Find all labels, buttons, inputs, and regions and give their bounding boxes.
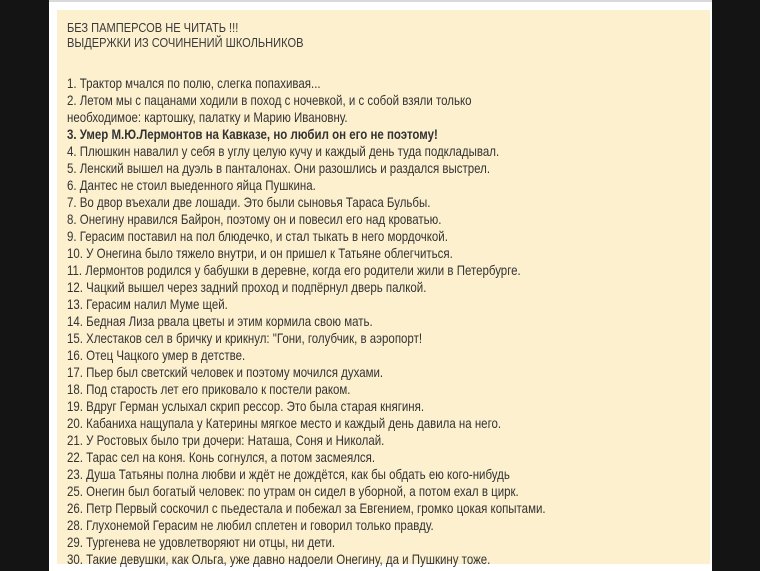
list-item: 5. Ленский вышел на дуэль в панталонах. Они разошлись и раздался выстрел. [67,161,491,176]
list-item: 7. Во двор въехали две лошади. Это были сыновья Тараса Бульбы. [67,195,431,210]
list-item: 3. Умер М.Ю.Лермонтов на Кавказе, но любил он его не поэтому! [67,127,438,142]
heading-line-1: БЕЗ ПАМПЕРСОВ НЕ ЧИТАТЬ !!! [67,20,239,35]
list-item: 9. Герасим поставил на пол блюдечко, и стал тыкать в него мордочкой. [67,229,448,244]
list-item: 30. Такие девушки, как Ольга, уже давно надоели Онегину, да и Пушкину тоже. [67,552,491,567]
list-item: 10. У Онегина было тяжело внутри, и он пришел к Татьяне облегчиться. [67,246,453,261]
list-item: 13. Герасим налил Муме щей. [67,297,228,312]
list-item: необходимое: картошку, палатку и Марию Ивановну. [67,110,348,125]
list-item: 17. Пьер был светский человек и поэтому мочился духами. [67,365,384,380]
list-item: 4. Плюшкин навалил у себя в углу целую кучу и каждый день туда подкладывал. [67,144,500,159]
list-item: 22. Тарас сел на коня. Конь согнулся, а потом засмеялся. [67,450,376,465]
list-item: 14. Бедная Лиза рвала цветы и этим кормила свою мать. [67,314,373,329]
list-item: 18. Под старость лет его приковало к постели раком. [67,382,351,397]
list-item: 6. Дантес не стоил выеденного яйца Пушкина. [67,178,316,193]
list-item: 21. У Ростовых было три дочери: Наташа, Соня и Николай. [67,433,385,448]
list-item: 20. Кабаниха нащупала у Катерины мягкое место и каждый день давила на него. [67,416,502,431]
list-item: 16. Отец Чацкого умер в детстве. [67,348,246,363]
list-item: 23. Душа Татьяны полна любви и ждёт не дождётся, как бы обдать ею кого-нибудь [67,467,510,482]
list-item: 2. Летом мы с пацанами ходили в поход с ночевкой, и с собой взяли только [67,93,472,108]
excerpt-list [67,75,610,568]
list-item: 25. Онегин был богатый человек: по утрам он сидел в уборной, а потом ехал в цирк. [67,484,519,499]
list-item: 12. Чацкий вышел через задний проход и подпёрнул дверь палкой. [67,280,427,295]
post-card [49,0,712,571]
heading [67,20,607,50]
list-item: 1. Трактор мчался по полю, слегка попахивая... [67,76,321,91]
quote-panel [57,10,710,567]
list-item: 29. Тургенева не удовлетворяют ни отцы, ни дети. [67,535,336,550]
list-item: 28. Глухонемой Герасим не любил сплетен и говорил только правду. [67,518,434,533]
list-item: 8. Онегину нравился Байрон, поэтому он и повесил его над кроватью. [67,212,442,227]
list-item: 15. Хлестаков сел в бричку и крикнул: "Гони, голубчик, в аэропорт! [67,331,423,346]
list-item: 26. Петр Первый соскочил с пьедестала и побежал за Евгением, громко цокая копытами. [67,501,546,516]
heading-line-2: ВЫДЕРЖКИ ИЗ СОЧИНЕНИЙ ШКОЛЬНИКОВ [67,35,304,50]
list-item: 19. Вдруг Герман услыхал скрип рессор. Это была старая княгиня. [67,399,425,414]
list-item: 11. Лермонтов родился у бабушки в деревне, когда его родители жили в Петербурге. [67,263,521,278]
